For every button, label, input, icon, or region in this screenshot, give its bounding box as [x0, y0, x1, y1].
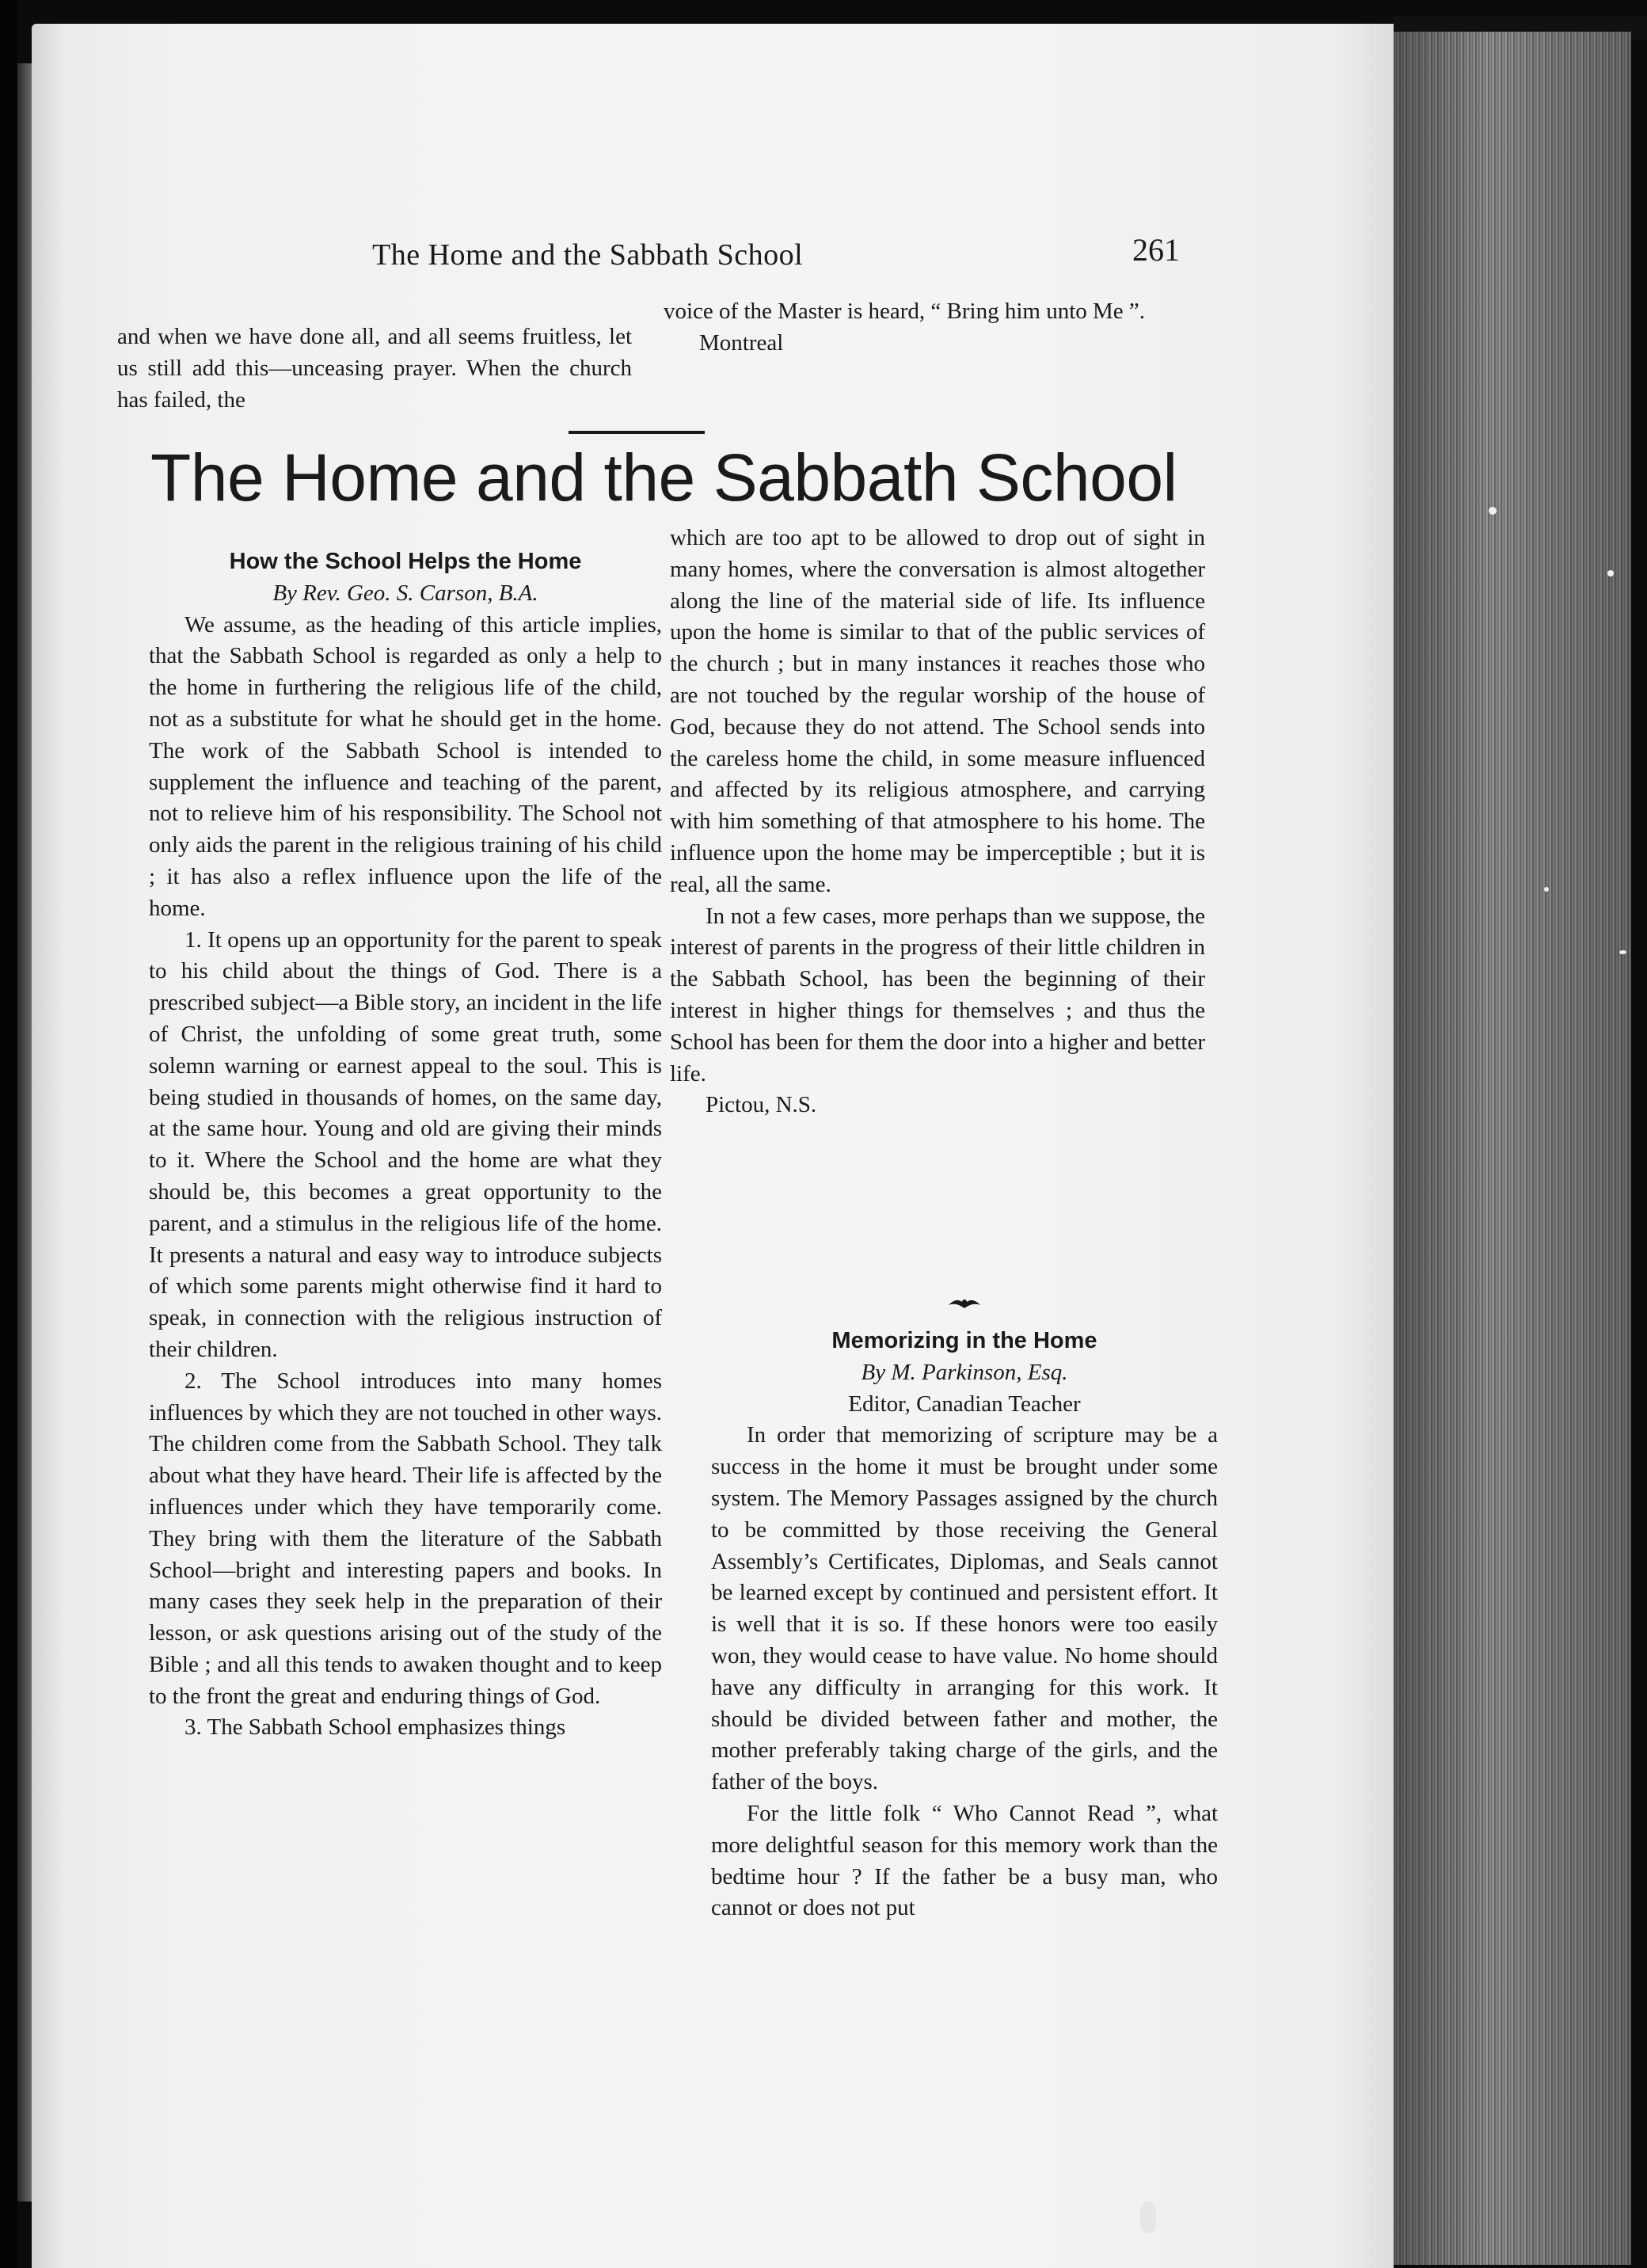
continued-text-left	[117, 322, 632, 416]
byline: By M. Parkinson, Esq.	[861, 1359, 1068, 1385]
continued-paragraph-end: voice of the Master is heard, “ Bring him unto Me ”.	[664, 299, 1146, 324]
paragraph: 2. The School introduces into many homes influences by which they are not touched in other ways. The children come from the Sabbath School. They talk about what they have heard. Their life is affected by the influences under which they have temporarily come. They bring with them the literature of the Sabbath School—bright and interesting papers and books. In many cases they seek help in the preparation of their lesson, or ask questions arising out of the study of the Bible ; and all this tends to awaken thought and to keep to the front the great and enduring things of God.	[149, 1368, 662, 1709]
section-heading: How the School Helps the Home	[229, 549, 582, 574]
article-divider	[569, 431, 705, 434]
paragraph: For the little folk “ Who Cannot Read ”, what more delightful season for this memory work than the bedtime hour ? If the father be a busy man, who cannot or does not put	[711, 1800, 1218, 1921]
paragraph: We assume, as the heading of this article implies, that the Sabbath School is regarded as only a help to the home in furthering the religious life of the child, not as a substitute for what he should get in the home. The work of the Sabbath School is intended to supplement the influence and teaching of the parent, not to relieve him of his responsibility. The School not only aids the parent in the religious training of his child ; it has also a reflex influence upon the life of the home.	[149, 611, 662, 921]
page-number: 261	[1132, 232, 1180, 268]
section-heading: Memorizing in the Home	[831, 1328, 1097, 1353]
paragraph: In order that memorizing of scripture may be a success in the home it must be brought under some system. The Memory Passages assigned by the church to be committed by those receiving the General Assembly’s Certificates, Diplomas, and Seals cannot be learned except by continued and persistent effort. It is well that it is so. If these honors were too easily won, they would cease to have value. No home should have any difficulty in arranging for this work. It should be divided between father and mother, the mother preferably taking charge of the girls, and the father of the boys.	[711, 1422, 1218, 1795]
facing-page-edge	[17, 63, 32, 2201]
continued-text-right	[664, 296, 1196, 360]
continued-paragraph: and when we have done all, and all seems fruitless, let us still add this—unceasing prayer. When the church has failed, the	[117, 324, 632, 413]
fleuron-icon	[711, 1291, 1218, 1315]
book-fore-edge-shade	[1394, 32, 1631, 2265]
paragraph: 3. The Sabbath School emphasizes things	[184, 1714, 566, 1741]
article-title: The Home and the Sabbath School	[150, 440, 1177, 515]
paragraph: which are too apt to be allowed to drop out of sight in many homes, where the conversation is almost altogether along the line of the material side of life. Its influence upon the home is similar to that of the public services of the church ; but in many instances it reaches those who are not touched by the regular worship of the house of God, because they do not attend. The School sends into the careless home the child, in some measure influenced and affected by its religious atmosphere, and carrying with him something of that atmosphere to his home. The influence upon the home may be imperceptible ; but it is real, all the same.	[670, 525, 1205, 897]
byline: By Rev. Geo. S. Carson, B.A.	[272, 580, 538, 606]
right-column	[670, 523, 1205, 1121]
paragraph: In not a few cases, more perhaps than we suppose, the interest of parents in the progress of their little children in the Sabbath School, has been the beginning of their interest in higher things for themselves ; and thus the School has been for them the door into a higher and better life.	[670, 903, 1205, 1086]
author-title: Editor, Canadian Teacher	[848, 1391, 1081, 1417]
place-montreal: Montreal	[699, 329, 784, 356]
scan-border-left	[0, 0, 17, 2268]
running-head: The Home and the Sabbath School	[372, 238, 804, 272]
left-column	[149, 546, 662, 1744]
right-column-lower	[711, 1284, 1218, 1924]
paragraph: 1. It opens up an opportunity for the parent to speak to his child about the things of God. There is a prescribed subject—a Bible story, an incident in the life of Christ, the unfolding of some great truth, some solemn warning or earnest appeal to the soul. This is being studied in thousands of homes, on the same day, at the same hour. Young and old are giving their minds to it. Where the School and the home are what they should be, this becomes a great opportunity to the parent, and a stimulus in the religious life of the home. It presents a natural and easy way to introduce subjects of which some parents might otherwise find it hard to speak, in connection with the religious instruction of their children.	[149, 927, 662, 1362]
place-pictou: Pictou, N.S.	[706, 1092, 817, 1118]
